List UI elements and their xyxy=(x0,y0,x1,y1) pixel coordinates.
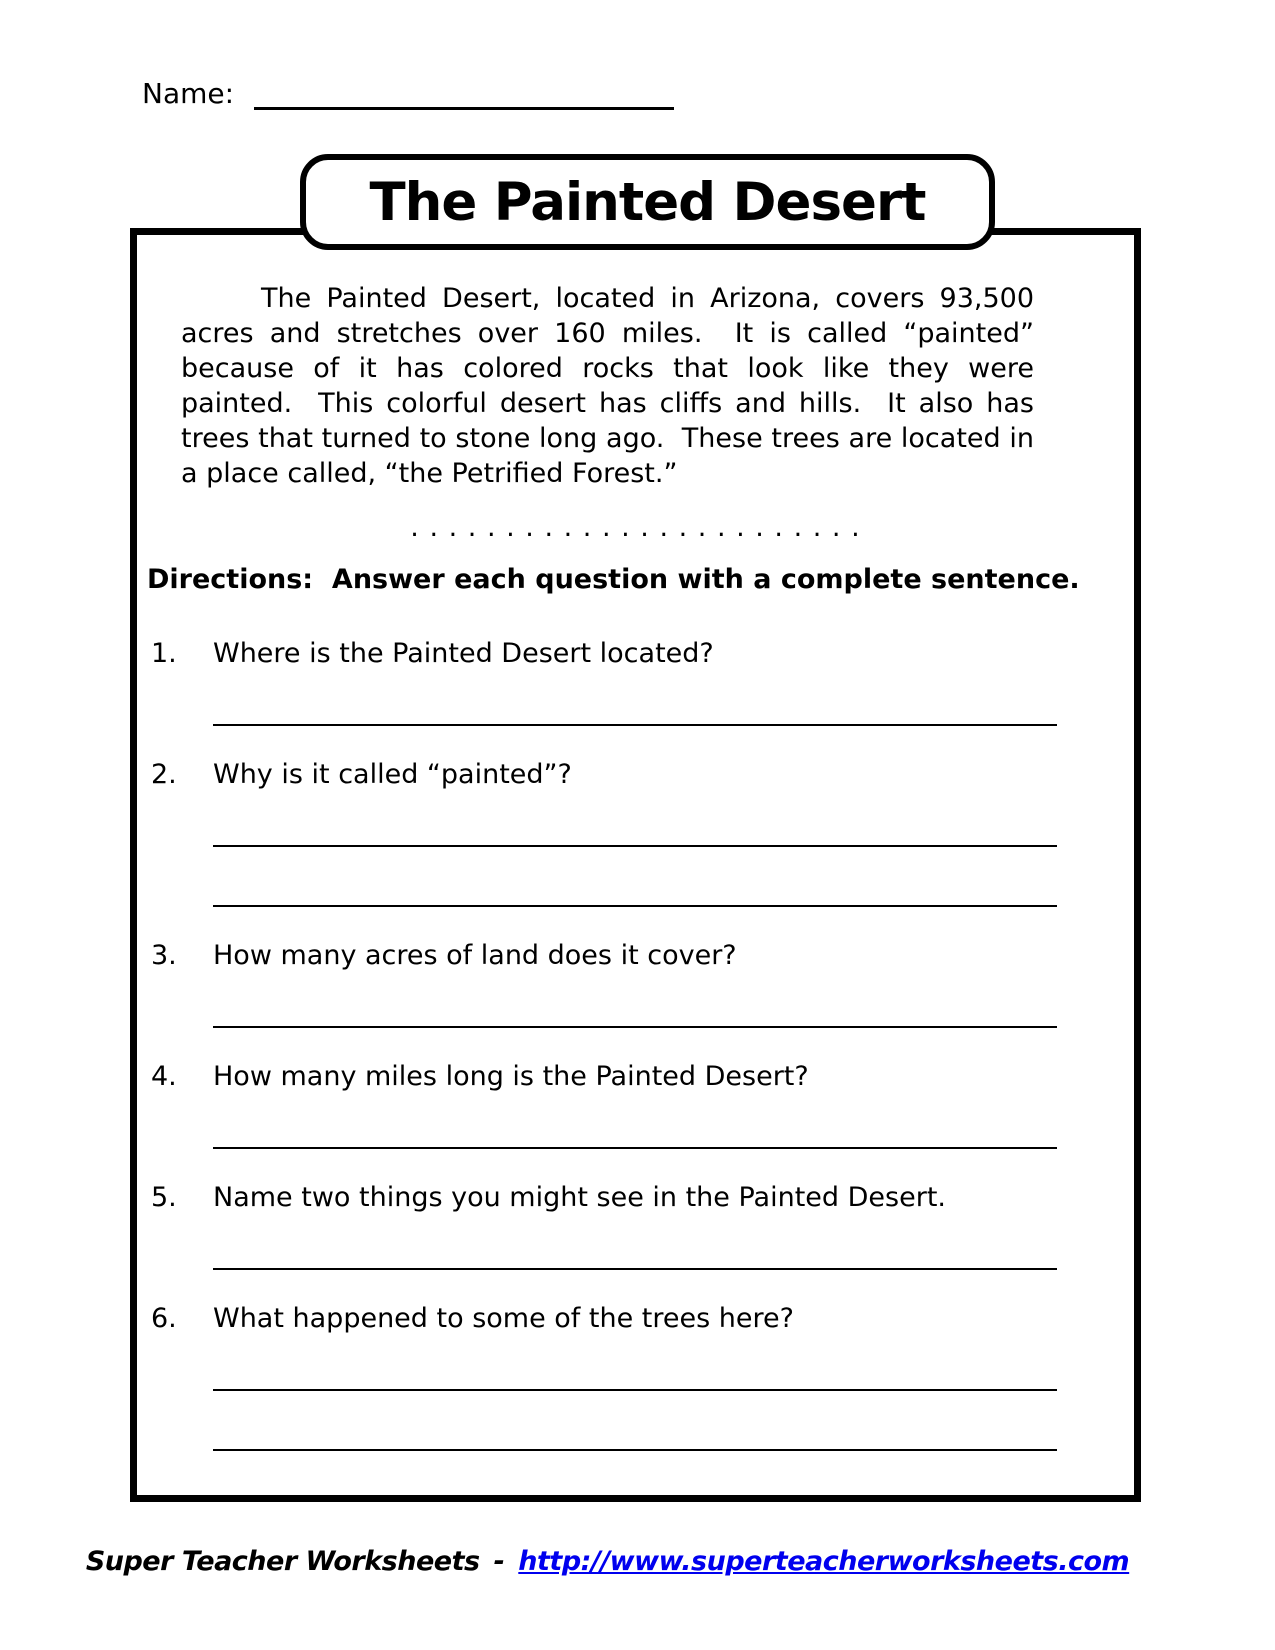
answer-line[interactable] xyxy=(213,1147,1057,1149)
answer-line[interactable] xyxy=(213,845,1057,847)
question-text: How many miles long is the Painted Desert? xyxy=(213,1061,809,1092)
question-row xyxy=(137,1062,1134,1092)
answer-line[interactable] xyxy=(213,1389,1057,1391)
name-row xyxy=(142,78,674,110)
question-block xyxy=(137,760,1134,907)
question-number: 6. xyxy=(151,1303,177,1334)
question-text: How many acres of land does it cover? xyxy=(213,940,737,971)
question-row xyxy=(137,1183,1134,1213)
answer-line[interactable] xyxy=(213,1268,1057,1270)
question-block xyxy=(137,1183,1134,1270)
question-number: 1. xyxy=(151,638,177,669)
question-text: Name two things you might see in the Painted Desert. xyxy=(213,1182,946,1213)
question-row xyxy=(137,1304,1134,1334)
directions-line xyxy=(147,565,1114,595)
question-number: 4. xyxy=(151,1061,177,1092)
question-text: Where is the Painted Desert located? xyxy=(213,638,714,669)
name-blank-line[interactable] xyxy=(254,79,674,110)
title-box xyxy=(300,154,995,250)
question-text: What happened to some of the trees here? xyxy=(213,1303,794,1334)
answer-line[interactable] xyxy=(213,724,1057,726)
name-label: Name: xyxy=(142,77,235,110)
footer-dash: - xyxy=(493,1546,505,1577)
dotted-separator: . . . . . . . . . . . . . . . . . . . . . . . . xyxy=(410,512,861,543)
questions-list xyxy=(137,639,1134,1451)
question-number: 5. xyxy=(151,1182,177,1213)
question-row xyxy=(137,941,1134,971)
question-row xyxy=(137,639,1134,669)
question-block xyxy=(137,1062,1134,1149)
question-block xyxy=(137,941,1134,1028)
worksheet-body-box xyxy=(130,228,1141,1502)
question-row xyxy=(137,760,1134,790)
footer-brand: Super Teacher Worksheets xyxy=(85,1546,480,1577)
answer-line[interactable] xyxy=(213,1026,1057,1028)
directions-text: Answer each question with a complete sentence. xyxy=(331,564,1080,595)
footer-site-link[interactable]: http://www.superteacherworksheets.com xyxy=(518,1546,1130,1577)
answer-line[interactable] xyxy=(213,1449,1057,1451)
directions-label: Directions: xyxy=(147,564,314,595)
page-title: The Painted Desert xyxy=(369,171,926,233)
footer xyxy=(0,1545,1275,1579)
answer-line[interactable] xyxy=(213,905,1057,907)
question-block xyxy=(137,1304,1134,1451)
question-text: Why is it called “painted”? xyxy=(213,759,572,790)
question-number: 3. xyxy=(151,940,177,971)
question-block xyxy=(137,639,1134,726)
question-number: 2. xyxy=(151,759,177,790)
reading-passage: The Painted Desert, located in Arizona, covers 93,500 acres and stretches over 160 miles. It is called “painted” because of it has colored rocks that look like they were painted. This colorful desert has cliffs and hills. It also has trees that turned to stone long ago. These trees are located in a place called, “the Petrified Forest.” xyxy=(181,283,1043,489)
